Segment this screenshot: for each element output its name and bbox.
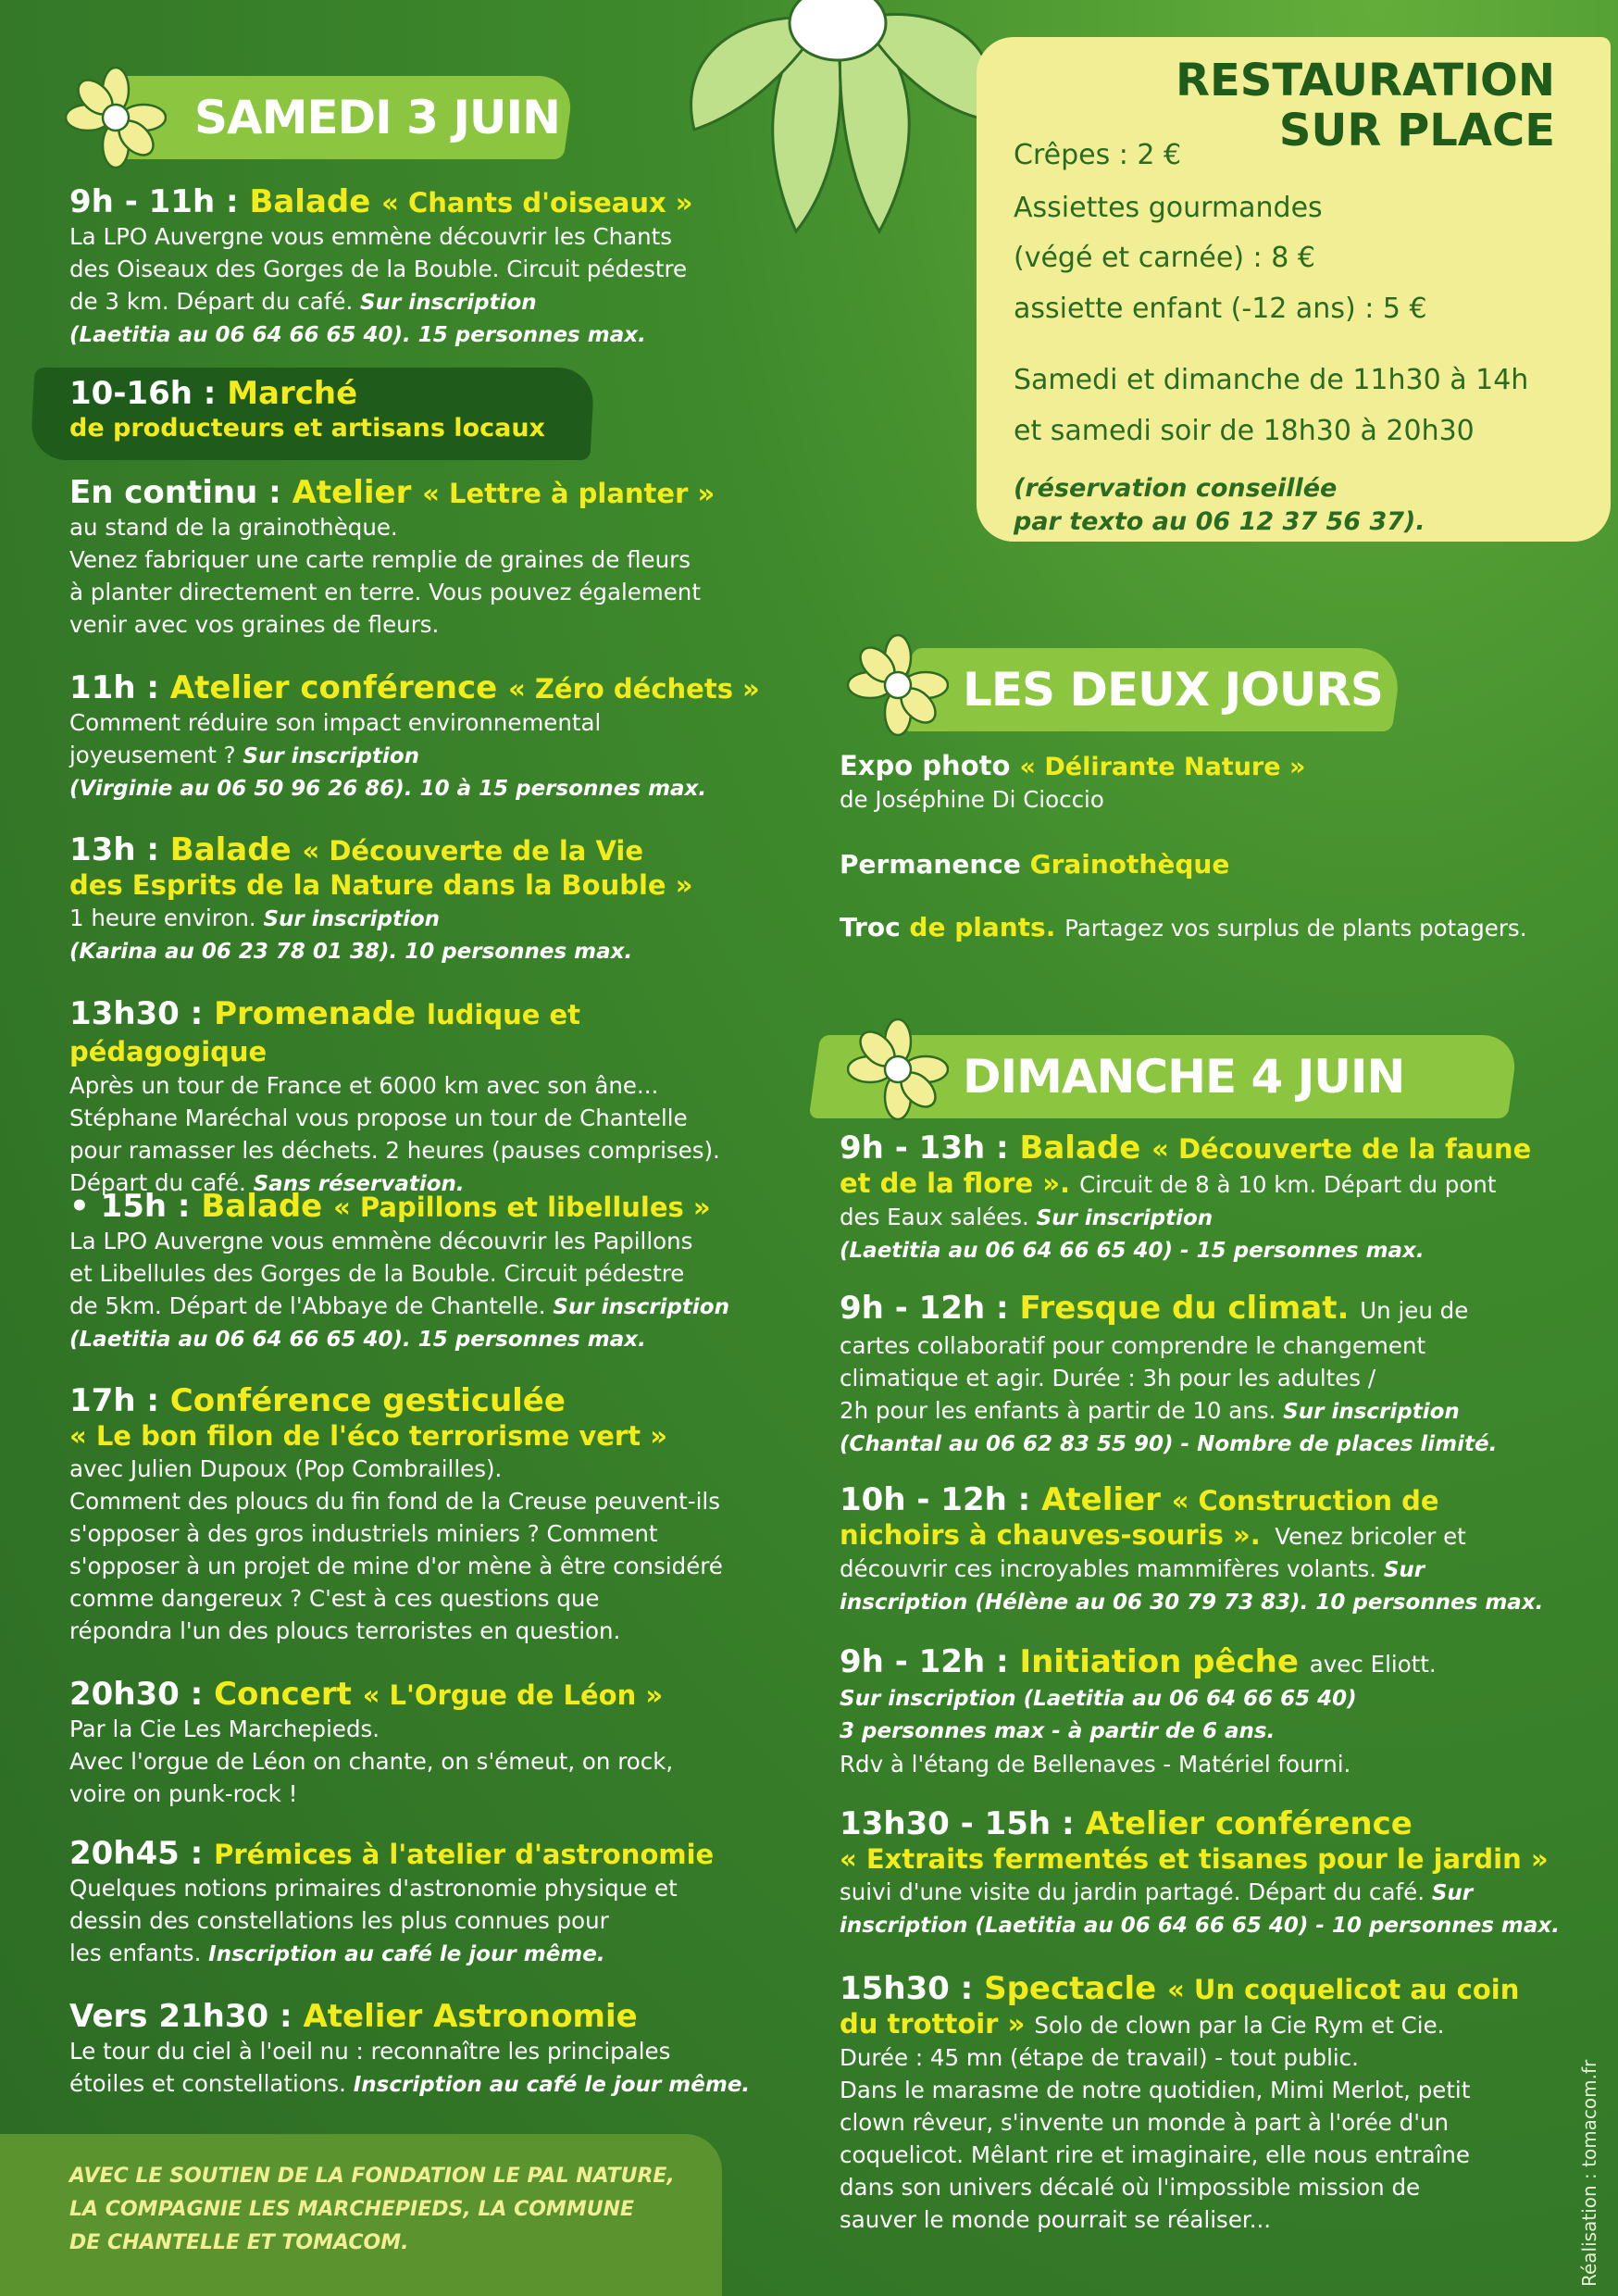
event-line: répondra l'un des ploucs terroristes en question. — [69, 1617, 621, 1644]
event-type: Spectacle — [984, 1970, 1168, 2007]
credit-text: Réalisation : tomacom.fr — [1578, 2059, 1600, 2287]
event-time: 13h30 : — [69, 995, 215, 1032]
menu-line: Crêpes : 2 € — [1014, 139, 1182, 171]
event-line: Un jeu de — [1360, 1297, 1469, 1324]
event-line: des Eaux salées. — [840, 1204, 1037, 1230]
event-line: Quelques notions primaires d'astronomie physique et — [69, 1875, 678, 1902]
event-line: climatique et agir. Durée : 3h pour les adultes / — [840, 1365, 1376, 1391]
event-name-2: et de la flore ». — [840, 1167, 1080, 1199]
event-type: Fresque du climat. — [1019, 1290, 1361, 1327]
event-line: 1 heure environ. — [69, 905, 264, 931]
event-line: Venez bricoler et — [1275, 1523, 1466, 1550]
samedi-title: SAMEDI 3 JUIN — [194, 91, 560, 144]
event-time: 10-16h : — [69, 375, 228, 412]
deux-jours-troc — [840, 911, 1599, 944]
event-note: (Laetitia au 06 64 66 65 40). 15 personnes max. — [69, 323, 646, 347]
event-line: voire on punk-rock ! — [69, 1780, 298, 1807]
dimanche-event-6 — [840, 1970, 1580, 2236]
restauration-title — [1176, 56, 1555, 156]
event-type: Atelier conférence — [169, 669, 509, 706]
event-sub: de producteurs et artisans locaux — [69, 414, 545, 443]
event-note: Sur inscription — [243, 744, 420, 768]
restauration-title-2: SUR PLACE — [1278, 105, 1555, 156]
samedi-event-6 — [69, 995, 773, 1201]
event-type: Atelier Astronomie — [303, 1998, 638, 2035]
event-time: 9h - 12h : — [840, 1643, 1020, 1680]
event-line: clown rêveur, s'invente un monde à part à l'orée d'un — [840, 2109, 1449, 2136]
event-line: Stéphane Maréchal vous propose un tour de Chantelle — [69, 1104, 688, 1131]
event-note: Sur inscription — [263, 907, 441, 931]
samedi-event-10 — [69, 1835, 801, 1971]
event-line: Avec l'orgue de Léon on chante, on s'émeut, on rock, — [69, 1748, 674, 1775]
event-line: cartes collaboratif pour comprendre le changement — [840, 1332, 1426, 1359]
event-note: (Laetitia au 06 64 66 65 40). 15 personnes max. — [69, 1328, 646, 1352]
event-time: 13h30 - 15h : — [840, 1805, 1086, 1842]
event-note: Sur inscription — [1283, 1400, 1460, 1424]
event-line: s'opposer à un projet de mine d'or mène à être considéré — [69, 1553, 723, 1579]
samedi-event-5 — [69, 831, 773, 968]
event-time: 15h30 : — [840, 1970, 985, 2007]
samedi-event-3 — [69, 474, 773, 641]
support-line: DE CHANTELLE ET TOMACOM. — [69, 2231, 409, 2254]
event-line: Dans le marasme de notre quotidien, Mimi Merlot, petit — [840, 2077, 1471, 2103]
menu-line: Assiettes gourmandes — [1014, 192, 1323, 224]
flower-icon — [847, 1018, 949, 1120]
event-line: Comment réduire son impact environnemental — [69, 709, 602, 736]
event-type: Initiation pêche — [1019, 1643, 1310, 1680]
event-name: « Chants d'oiseaux » — [381, 187, 693, 218]
event-note: 3 personnes max - à partir de 6 ans. — [840, 1719, 1276, 1743]
samedi-event-2 — [69, 375, 588, 444]
event-line: La LPO Auvergne vous emmène découvrir les Papillons — [69, 1228, 693, 1254]
event-line: de 5km. Départ de l'Abbaye de Chantelle. — [69, 1292, 554, 1319]
event-note: (Laetitia au 06 64 66 65 40) - 15 personnes max. — [840, 1239, 1425, 1263]
dimanche-event-4 — [840, 1643, 1580, 1780]
restauration-box — [977, 37, 1611, 542]
event-line: coquelicot. Mêlant rire et imaginaire, elle nous entraîne — [840, 2141, 1470, 2168]
event-note: Sur inscription (Laetitia au 06 64 66 65 40) — [840, 1687, 1357, 1711]
event-type: Concert — [214, 1676, 363, 1713]
event-type: Atelier — [1041, 1481, 1172, 1518]
event-time: 20h45 : — [69, 1835, 215, 1872]
event-line: 2h pour les enfants à partir de 10 ans. — [840, 1397, 1284, 1424]
samedi-event-11 — [69, 1998, 801, 2102]
hours-line: et samedi soir de 18h30 à 20h30 — [1014, 415, 1475, 447]
reservation-line: (réservation conseillée — [1014, 474, 1338, 503]
event-time: 10h - 12h : — [840, 1481, 1042, 1518]
event-time: En continu : — [69, 474, 292, 511]
event-note: Sur — [1431, 1881, 1474, 1905]
event-line: à planter directement en terre. Vous pouvez également — [69, 579, 701, 605]
event-note: Inscription au café le jour même. — [353, 2073, 751, 2097]
restauration-title-1: RESTAURATION — [1176, 55, 1555, 106]
troc-name: de plants. — [909, 912, 1065, 942]
event-note: Sur — [1383, 1558, 1425, 1582]
event-note: Sur inscription — [1036, 1206, 1214, 1230]
event-line: venir avec vos graines de fleurs. — [69, 611, 440, 638]
event-note: Sur inscription — [553, 1295, 729, 1319]
event-name-2: du trottoir » — [840, 2008, 1035, 2040]
event-name: « Découverte de la faune — [1151, 1133, 1532, 1165]
event-name: « Extraits fermentés et tisanes pour le jardin » — [840, 1843, 1549, 1875]
event-name: « Lettre à planter » — [422, 478, 716, 509]
event-time: Vers 21h30 : — [69, 1998, 304, 2035]
event-type: Balade — [1019, 1129, 1152, 1167]
event-line: Rdv à l'étang de Bellenaves - Matériel fourni. — [840, 1751, 1351, 1778]
event-line: Par la Cie Les Marchepieds. — [69, 1716, 380, 1742]
event-name: Prémices à l'atelier d'astronomie — [214, 1839, 715, 1870]
event-line: avec Julien Dupoux (Pop Combrailles). — [69, 1455, 503, 1482]
event-line: découvrir ces incroyables mammifères volants. — [840, 1555, 1384, 1582]
flower-icon — [65, 67, 167, 168]
event-line: au stand de la grainothèque. — [69, 514, 398, 541]
event-time: 17h : — [69, 1382, 170, 1419]
expo-label: Expo photo — [840, 750, 1020, 781]
event-time: 13h : — [69, 831, 170, 868]
event-line: comme dangereux ? C'est à ces questions que — [69, 1585, 600, 1612]
event-type: Balade — [201, 1188, 334, 1225]
dimanche-event-1 — [840, 1129, 1580, 1267]
hours-line: Samedi et dimanche de 11h30 à 14h — [1014, 364, 1529, 396]
event-name: « Le bon filon de l'éco terrorisme vert » — [69, 1420, 667, 1452]
event-name-2: des Esprits de la Nature dans la Bouble » — [69, 869, 693, 901]
support-line: LA COMPAGNIE LES MARCHEPIEDS, LA COMMUNE — [69, 2198, 635, 2221]
event-name: « Découverte de la Vie — [302, 835, 644, 867]
reservation-line: par texto au 06 12 37 56 37). — [1014, 507, 1425, 536]
event-note: inscription (Laetitia au 06 64 66 65 40) - 10 personnes max. — [840, 1914, 1560, 1938]
menu-line: (végé et carnée) : 8 € — [1014, 242, 1315, 274]
event-name: « L'Orgue de Léon » — [362, 1679, 664, 1711]
event-line: dans son univers décalé où l'impossible mission de — [840, 2174, 1421, 2201]
event-line: dessin des constellations les plus connues pour — [69, 1907, 609, 1934]
event-type: Promenade — [214, 995, 428, 1032]
event-line: Solo de clown par la Cie Rym et Cie. — [1034, 2012, 1445, 2039]
event-line: Venez fabriquer une carte remplie de graines de fleurs — [69, 546, 691, 573]
event-line: Le tour du ciel à l'oeil nu : reconnaître les principales — [69, 2038, 671, 2065]
event-line: pour ramasser les déchets. 2 heures (pauses comprises). — [69, 1137, 720, 1164]
event-name: « Un coquelicot au coin — [1167, 1974, 1520, 2005]
samedi-event-9 — [69, 1676, 773, 1810]
menu-line: assiette enfant (-12 ans) : 5 € — [1014, 293, 1427, 325]
event-name: « Zéro déchets » — [508, 673, 760, 705]
event-line: sauver le monde pourrait se réaliser... — [840, 2206, 1272, 2233]
troc-text: Partagez vos surplus de plants potagers. — [1064, 915, 1527, 942]
event-type: Atelier — [292, 474, 423, 511]
deux-jours-banner — [842, 648, 1398, 731]
event-line: s'opposer à des gros industriels miniers ? Comment — [69, 1520, 658, 1547]
samedi-event-4 — [69, 669, 773, 805]
event-line: des Oiseaux des Gorges de la Bouble. Circuit pédestre — [69, 256, 688, 282]
reservation-note — [1014, 472, 1425, 539]
support-line: AVEC LE SOUTIEN DE LA FONDATION LE PAL NATURE, — [69, 2165, 675, 2188]
event-note: Sur inscription — [360, 291, 537, 315]
event-note: (Karina au 06 23 78 01 38). 10 personnes max. — [69, 940, 633, 964]
event-line: Départ du café. — [69, 1169, 254, 1196]
event-time: 9h - 13h : — [840, 1129, 1020, 1167]
event-note: (Chantal au 06 62 83 55 90) - Nombre de places limité. — [840, 1432, 1498, 1456]
event-name: « Papillons et libellules » — [333, 1192, 711, 1223]
support-box — [0, 2134, 722, 2296]
event-name: ludique et pédagogique — [69, 999, 581, 1067]
samedi-event-1 — [69, 183, 773, 352]
dimanche-banner — [805, 1035, 1513, 1118]
event-line: joyeusement ? — [69, 742, 243, 768]
event-name-2: nichoirs à chauves-souris ». — [840, 1519, 1261, 1551]
event-time: 11h : — [69, 669, 170, 706]
event-line: et Libellules des Gorges de la Bouble. Circuit pédestre — [69, 1260, 685, 1287]
event-note: inscription (Hélène au 06 30 79 73 83). 10 personnes max. — [840, 1591, 1544, 1615]
event-type: Balade — [249, 183, 382, 220]
event-name: « Construction de — [1171, 1485, 1439, 1516]
deux-jours-title: LES DEUX JOURS — [963, 663, 1383, 717]
event-line: de 3 km. Départ du café. — [69, 288, 361, 315]
samedi-event-7 — [69, 1188, 773, 1356]
troc-label: Troc — [840, 912, 910, 942]
event-time: 9h - 11h : — [69, 183, 250, 220]
event-line: suivi d'une visite du jardin partagé. Départ du café. — [840, 1878, 1432, 1905]
permanence-name: Grainothèque — [1029, 849, 1230, 880]
dimanche-event-3 — [840, 1481, 1599, 1619]
dimanche-event-2 — [840, 1290, 1580, 1461]
event-type: Conférence gesticulée — [169, 1382, 566, 1419]
permanence-label: Permanence — [840, 849, 1030, 880]
event-time: 9h - 12h : — [840, 1290, 1020, 1327]
event-time: 20h30 : — [69, 1676, 215, 1713]
event-line: Durée : 45 mn (étape de travail) - tout public. — [840, 2044, 1359, 2071]
event-line: Comment des ploucs du fin fond de la Creuse peuvent-ils — [69, 1488, 720, 1515]
dimanche-title: DIMANCHE 4 JUIN — [963, 1050, 1405, 1104]
event-line: étoiles et constellations. — [69, 2070, 354, 2097]
dimanche-event-5 — [840, 1805, 1599, 1942]
event-time: • 15h : — [69, 1188, 202, 1225]
expo-author: de Joséphine Di Cioccio — [840, 786, 1104, 813]
event-line: La LPO Auvergne vous emmène découvrir les Chants — [69, 223, 673, 250]
samedi-event-8 — [69, 1382, 801, 1647]
event-type: Marché — [227, 375, 358, 412]
deux-jours-expo — [840, 750, 1580, 816]
event-note: Inscription au café le jour même. — [208, 1942, 605, 1966]
event-note: (Virginie au 06 50 96 26 86). 10 à 15 personnes max. — [69, 777, 707, 801]
event-line: les enfants. — [69, 1940, 209, 1966]
flower-icon — [847, 634, 949, 736]
event-line: Circuit de 8 à 10 km. Départ du pont — [1079, 1171, 1497, 1198]
expo-name: « Délirante Nature » — [1019, 753, 1306, 781]
deux-jours-permanence — [840, 848, 1580, 881]
event-line: Après un tour de France et 6000 km avec son âne... — [69, 1072, 659, 1099]
event-type: Balade — [169, 831, 303, 868]
event-line: avec Eliott. — [1309, 1651, 1437, 1678]
event-note: Sans réservation. — [253, 1172, 465, 1196]
event-type: Atelier conférence — [1085, 1805, 1413, 1842]
samedi-banner — [56, 76, 569, 159]
